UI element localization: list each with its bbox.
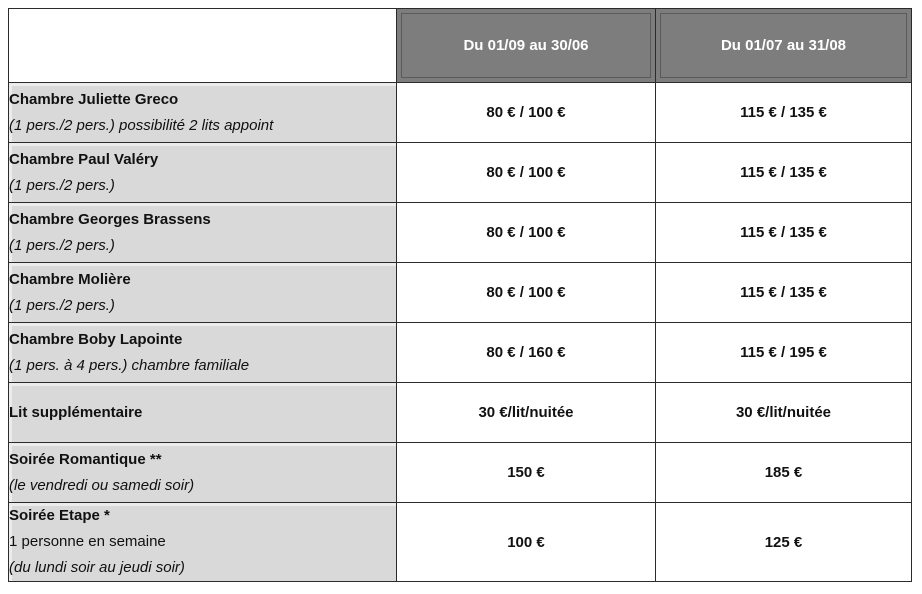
offer-condition: 1 personne en semaine [9, 533, 166, 550]
price-high-season: 115 € / 135 € [656, 83, 912, 143]
price-low-season: 80 € / 100 € [397, 203, 656, 263]
header-low-season: Du 01/09 au 30/06 [397, 9, 656, 83]
table-row [9, 383, 912, 443]
price-low-season: 80 € / 100 € [397, 83, 656, 143]
price-high-season: 115 € / 135 € [656, 263, 912, 323]
room-name: Chambre Juliette Greco [9, 90, 179, 108]
price-high-season: 115 € / 135 € [656, 143, 912, 203]
room-name: Chambre Boby Lapointe [9, 330, 183, 348]
room-detail: (1 pers./2 pers.) [9, 236, 115, 254]
extra-bed-name: Lit supplémentaire [9, 403, 143, 421]
room-detail: (1 pers./2 pers.) possibilité 2 lits appoint [9, 116, 274, 134]
header-corner [9, 9, 397, 83]
room-label-cell [9, 263, 397, 323]
price-table [8, 8, 912, 582]
price-high-season: 125 € [656, 503, 912, 582]
room-label-cell [9, 143, 397, 203]
extra-bed-label-cell [9, 383, 397, 443]
offer-label-cell [9, 503, 397, 582]
offer-detail: (le vendredi ou samedi soir) [9, 476, 195, 494]
room-name: Chambre Molière [9, 270, 131, 288]
price-high-season: 185 € [656, 443, 912, 503]
offer-label-cell [9, 443, 397, 503]
price-high-season: 115 € / 135 € [656, 203, 912, 263]
offer-detail: (du lundi soir au jeudi soir) [9, 559, 185, 576]
table-row [9, 263, 912, 323]
price-low-season: 80 € / 100 € [397, 263, 656, 323]
room-label-cell [9, 83, 397, 143]
room-name: Chambre Paul Valéry [9, 150, 159, 168]
room-detail: (1 pers./2 pers.) [9, 296, 115, 314]
table-row [9, 83, 912, 143]
room-label-cell [9, 323, 397, 383]
price-low-season: 100 € [397, 503, 656, 582]
room-label-cell [9, 203, 397, 263]
header-high-season: Du 01/07 au 31/08 [656, 9, 912, 83]
price-high-season: 30 €/lit/nuitée [656, 383, 912, 443]
room-name: Chambre Georges Brassens [9, 210, 211, 228]
table-row [9, 143, 912, 203]
price-low-season: 150 € [397, 443, 656, 503]
price-low-season: 30 €/lit/nuitée [397, 383, 656, 443]
offer-name: Soirée Romantique ** [9, 450, 162, 468]
price-low-season: 80 € / 160 € [397, 323, 656, 383]
offer-name: Soirée Etape * [9, 507, 110, 524]
room-detail: (1 pers. à 4 pers.) chambre familiale [9, 356, 250, 374]
room-detail: (1 pers./2 pers.) [9, 176, 115, 194]
price-high-season: 115 € / 195 € [656, 323, 912, 383]
table-row [9, 503, 912, 582]
price-low-season: 80 € / 100 € [397, 143, 656, 203]
table-row [9, 203, 912, 263]
table-row [9, 323, 912, 383]
table-row [9, 443, 912, 503]
